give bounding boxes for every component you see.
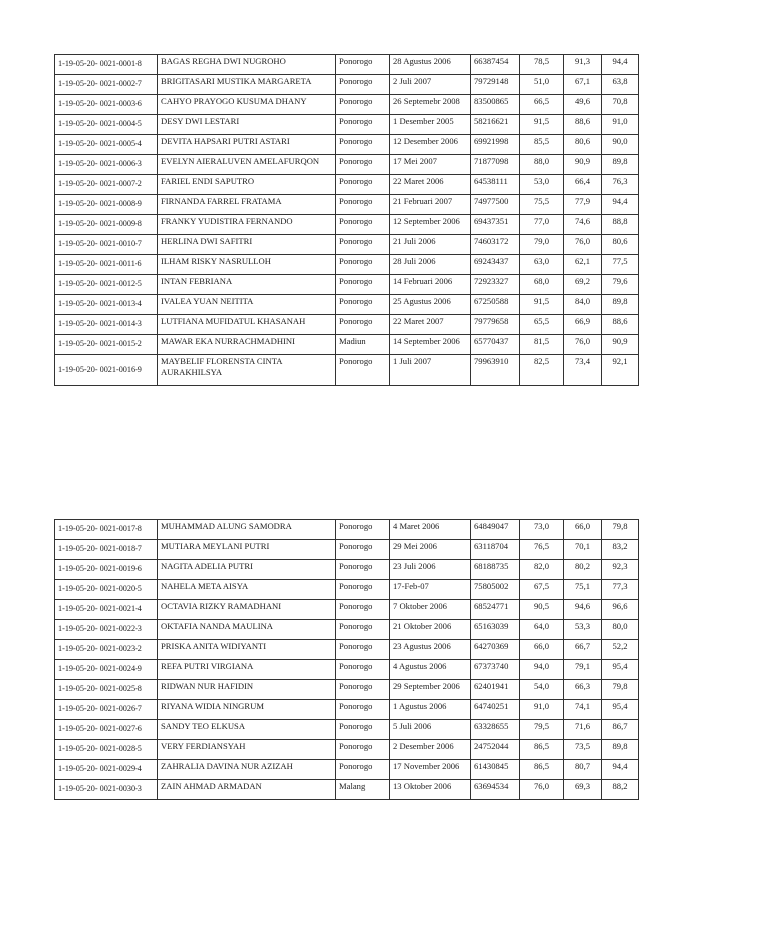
nisn-cell: 79963910 (471, 355, 520, 386)
nisn-cell: 68188735 (471, 560, 520, 580)
participant-id-cell: 1-19-05-20- 0021-0001-8 (55, 55, 158, 75)
table-row (55, 580, 639, 600)
birth-date-cell: 17 Mei 2007 (390, 155, 471, 175)
participant-id-cell: 1-19-05-20- 0021-0009-8 (55, 215, 158, 235)
birth-date-cell: 2 Juli 2007 (390, 75, 471, 95)
score-2-cell: 71,6 (564, 720, 602, 740)
score-2-cell: 66,4 (564, 175, 602, 195)
score-2-cell: 77,9 (564, 195, 602, 215)
nisn-cell: 62401941 (471, 680, 520, 700)
table-row (55, 235, 639, 255)
participant-id-cell: 1-19-05-20- 0021-0019-6 (55, 560, 158, 580)
score-3-cell: 86,7 (602, 720, 639, 740)
participant-id-cell: 1-19-05-20- 0021-0005-4 (55, 135, 158, 155)
birth-place-cell: Ponorogo (336, 55, 390, 75)
birth-date-cell: 13 Oktober 2006 (390, 780, 471, 800)
nisn-cell: 63694534 (471, 780, 520, 800)
birth-place-cell: Ponorogo (336, 600, 390, 620)
student-name-cell: EVELYN AIERALUVEN AMELAFURQON (158, 155, 336, 175)
participant-id-cell: 1-19-05-20- 0021-0020-5 (55, 580, 158, 600)
score-3-cell: 77,3 (602, 580, 639, 600)
table-row (55, 215, 639, 235)
birth-place-cell: Ponorogo (336, 135, 390, 155)
birth-place-cell: Ponorogo (336, 175, 390, 195)
score-2-cell: 74,6 (564, 215, 602, 235)
nisn-cell: 67373740 (471, 660, 520, 680)
score-3-cell: 94,4 (602, 760, 639, 780)
table-row (55, 700, 639, 720)
score-3-cell: 63,8 (602, 75, 639, 95)
birth-date-cell: 2 Desember 2006 (390, 740, 471, 760)
birth-date-cell: 17-Feb-07 (390, 580, 471, 600)
table-row (55, 680, 639, 700)
score-1-cell: 94,0 (520, 660, 564, 680)
score-3-cell: 94,4 (602, 195, 639, 215)
score-3-cell: 91,0 (602, 115, 639, 135)
student-name-cell: NAGITA ADELIA PUTRI (158, 560, 336, 580)
student-name-cell: MAYBELIF FLORENSTA CINTA AURAKHILSYA (158, 355, 336, 386)
participant-id-cell: 1-19-05-20- 0021-0018-7 (55, 540, 158, 560)
birth-place-cell: Ponorogo (336, 540, 390, 560)
score-1-cell: 53,0 (520, 175, 564, 195)
student-name-cell: NAHELA META AISYA (158, 580, 336, 600)
score-2-cell: 76,0 (564, 235, 602, 255)
nisn-cell: 75805002 (471, 580, 520, 600)
score-1-cell: 79,0 (520, 235, 564, 255)
nisn-cell: 65770437 (471, 335, 520, 355)
birth-place-cell: Ponorogo (336, 235, 390, 255)
participant-id-cell: 1-19-05-20- 0021-0008-9 (55, 195, 158, 215)
nisn-cell: 64740251 (471, 700, 520, 720)
table-row (55, 740, 639, 760)
score-2-cell: 91,3 (564, 55, 602, 75)
birth-date-cell: 28 Juli 2006 (390, 255, 471, 275)
birth-date-cell: 1 Desember 2005 (390, 115, 471, 135)
score-2-cell: 67,1 (564, 75, 602, 95)
score-1-cell: 67,5 (520, 580, 564, 600)
participant-id-cell: 1-19-05-20- 0021-0003-6 (55, 95, 158, 115)
score-3-cell: 88,2 (602, 780, 639, 800)
nisn-cell: 69243437 (471, 255, 520, 275)
score-1-cell: 91,5 (520, 115, 564, 135)
participant-id-cell: 1-19-05-20- 0021-0011-6 (55, 255, 158, 275)
table-row (55, 720, 639, 740)
participant-id-cell: 1-19-05-20- 0021-0007-2 (55, 175, 158, 195)
birth-date-cell: 4 Agustus 2006 (390, 660, 471, 680)
birth-place-cell: Ponorogo (336, 660, 390, 680)
participant-id-cell: 1-19-05-20- 0021-0029-4 (55, 760, 158, 780)
score-1-cell: 63,0 (520, 255, 564, 275)
participant-id-cell: 1-19-05-20- 0021-0015-2 (55, 335, 158, 355)
participant-id-cell: 1-19-05-20- 0021-0014-3 (55, 315, 158, 335)
score-2-cell: 88,6 (564, 115, 602, 135)
score-3-cell: 96,6 (602, 600, 639, 620)
table-row (55, 620, 639, 640)
score-1-cell: 81,5 (520, 335, 564, 355)
score-2-cell: 62,1 (564, 255, 602, 275)
score-1-cell: 91,0 (520, 700, 564, 720)
participant-id-cell: 1-19-05-20- 0021-0013-4 (55, 295, 158, 315)
student-name-cell: DEVITA HAPSARI PUTRI ASTARI (158, 135, 336, 155)
score-3-cell: 80,0 (602, 620, 639, 640)
birth-place-cell: Ponorogo (336, 700, 390, 720)
score-3-cell: 95,4 (602, 700, 639, 720)
score-1-cell: 77,0 (520, 215, 564, 235)
score-2-cell: 53,3 (564, 620, 602, 640)
table-row (55, 135, 639, 155)
birth-date-cell: 12 Desember 2006 (390, 135, 471, 155)
student-name-cell: MUHAMMAD ALUNG SAMODRA (158, 520, 336, 540)
score-1-cell: 78,5 (520, 55, 564, 75)
participant-id-cell: 1-19-05-20- 0021-0024-9 (55, 660, 158, 680)
table-row (55, 560, 639, 580)
table-row (55, 520, 639, 540)
score-3-cell: 88,8 (602, 215, 639, 235)
table-row (55, 175, 639, 195)
birth-place-cell: Ponorogo (336, 720, 390, 740)
student-name-cell: FARIEL ENDI SAPUTRO (158, 175, 336, 195)
score-2-cell: 94,6 (564, 600, 602, 620)
participant-id-cell: 1-19-05-20- 0021-0017-8 (55, 520, 158, 540)
student-name-cell: LUTFIANA MUFIDATUL KHASANAH (158, 315, 336, 335)
score-1-cell: 76,5 (520, 540, 564, 560)
score-2-cell: 66,3 (564, 680, 602, 700)
nisn-cell: 79779658 (471, 315, 520, 335)
score-3-cell: 80,6 (602, 235, 639, 255)
score-3-cell: 89,8 (602, 295, 639, 315)
score-1-cell: 65,5 (520, 315, 564, 335)
score-1-cell: 51,0 (520, 75, 564, 95)
participant-id-cell: 1-19-05-20- 0021-0026-7 (55, 700, 158, 720)
table-row (55, 55, 639, 75)
birth-place-cell: Ponorogo (336, 680, 390, 700)
participant-id-cell: 1-19-05-20- 0021-0025-8 (55, 680, 158, 700)
table-row (55, 155, 639, 175)
nisn-cell: 72923327 (471, 275, 520, 295)
nisn-cell: 65163039 (471, 620, 520, 640)
score-2-cell: 73,4 (564, 355, 602, 386)
score-1-cell: 75,5 (520, 195, 564, 215)
table-row (55, 335, 639, 355)
participant-id-cell: 1-19-05-20- 0021-0027-6 (55, 720, 158, 740)
participant-id-cell: 1-19-05-20- 0021-0028-5 (55, 740, 158, 760)
student-name-cell: HERLINA DWI SAFITRI (158, 235, 336, 255)
score-2-cell: 69,3 (564, 780, 602, 800)
score-3-cell: 79,8 (602, 680, 639, 700)
student-name-cell: ILHAM RISKY NASRULLOH (158, 255, 336, 275)
score-1-cell: 86,5 (520, 740, 564, 760)
score-3-cell: 52,2 (602, 640, 639, 660)
nisn-cell: 24752044 (471, 740, 520, 760)
participant-id-cell: 1-19-05-20- 0021-0021-4 (55, 600, 158, 620)
score-2-cell: 70,1 (564, 540, 602, 560)
score-3-cell: 95,4 (602, 660, 639, 680)
nisn-cell: 69921998 (471, 135, 520, 155)
score-2-cell: 90,9 (564, 155, 602, 175)
birth-date-cell: 21 Februari 2007 (390, 195, 471, 215)
birth-date-cell: 26 Septemebr 2008 (390, 95, 471, 115)
table-row (55, 355, 639, 386)
birth-date-cell: 29 Mei 2006 (390, 540, 471, 560)
student-name-cell: SANDY TEO ELKUSA (158, 720, 336, 740)
score-1-cell: 73,0 (520, 520, 564, 540)
student-name-cell: MAWAR EKA NURRACHMADHINI (158, 335, 336, 355)
nisn-cell: 64270369 (471, 640, 520, 660)
birth-date-cell: 22 Maret 2007 (390, 315, 471, 335)
birth-place-cell: Ponorogo (336, 315, 390, 335)
score-1-cell: 88,0 (520, 155, 564, 175)
score-1-cell: 66,0 (520, 640, 564, 660)
nisn-cell: 67250588 (471, 295, 520, 315)
score-3-cell: 90,0 (602, 135, 639, 155)
score-1-cell: 82,5 (520, 355, 564, 386)
birth-place-cell: Ponorogo (336, 75, 390, 95)
nisn-cell: 69437351 (471, 215, 520, 235)
score-2-cell: 66,9 (564, 315, 602, 335)
birth-place-cell: Madiun (336, 335, 390, 355)
nisn-cell: 61430845 (471, 760, 520, 780)
score-1-cell: 85,5 (520, 135, 564, 155)
nisn-cell: 83500865 (471, 95, 520, 115)
nisn-cell: 64849047 (471, 520, 520, 540)
student-table-1 (54, 54, 639, 386)
birth-date-cell: 17 November 2006 (390, 760, 471, 780)
student-name-cell: ZAHRALIA DAVINA NUR AZIZAH (158, 760, 336, 780)
score-1-cell: 82,0 (520, 560, 564, 580)
score-3-cell: 89,8 (602, 740, 639, 760)
birth-date-cell: 5 Juli 2006 (390, 720, 471, 740)
student-name-cell: OKTAFIA NANDA MAULINA (158, 620, 336, 640)
score-2-cell: 84,0 (564, 295, 602, 315)
participant-id-cell: 1-19-05-20- 0021-0023-2 (55, 640, 158, 660)
birth-date-cell: 22 Maret 2006 (390, 175, 471, 195)
score-3-cell: 83,2 (602, 540, 639, 560)
score-1-cell: 91,5 (520, 295, 564, 315)
student-name-cell: PRISKA ANITA WIDIYANTI (158, 640, 336, 660)
table-row (55, 295, 639, 315)
birth-date-cell: 21 Oktober 2006 (390, 620, 471, 640)
score-2-cell: 76,0 (564, 335, 602, 355)
table-row (55, 195, 639, 215)
birth-place-cell: Ponorogo (336, 760, 390, 780)
birth-date-cell: 29 September 2006 (390, 680, 471, 700)
score-1-cell: 66,5 (520, 95, 564, 115)
birth-date-cell: 1 Agustus 2006 (390, 700, 471, 720)
score-1-cell: 64,0 (520, 620, 564, 640)
participant-id-cell: 1-19-05-20- 0021-0012-5 (55, 275, 158, 295)
score-2-cell: 80,6 (564, 135, 602, 155)
birth-date-cell: 25 Agustus 2006 (390, 295, 471, 315)
score-2-cell: 49,6 (564, 95, 602, 115)
score-3-cell: 92,3 (602, 560, 639, 580)
student-name-cell: RIYANA WIDIA NINGRUM (158, 700, 336, 720)
participant-id-cell: 1-19-05-20- 0021-0022-3 (55, 620, 158, 640)
student-table-2 (54, 519, 639, 800)
nisn-cell: 74977500 (471, 195, 520, 215)
student-name-cell: CAHYO PRAYOGO KUSUMA DHANY (158, 95, 336, 115)
participant-id-cell: 1-19-05-20- 0021-0002-7 (55, 75, 158, 95)
score-3-cell: 70,8 (602, 95, 639, 115)
birth-place-cell: Ponorogo (336, 115, 390, 135)
birth-date-cell: 1 Juli 2007 (390, 355, 471, 386)
score-1-cell: 86,5 (520, 760, 564, 780)
birth-place-cell: Ponorogo (336, 195, 390, 215)
table-row (55, 115, 639, 135)
student-name-cell: VERY FERDIANSYAH (158, 740, 336, 760)
table-row (55, 640, 639, 660)
score-2-cell: 66,0 (564, 520, 602, 540)
score-2-cell: 75,1 (564, 580, 602, 600)
table-row (55, 75, 639, 95)
student-name-cell: MUTIARA MEYLANI PUTRI (158, 540, 336, 560)
table-row (55, 315, 639, 335)
student-name-cell: BAGAS REGHA DWI NUGROHO (158, 55, 336, 75)
score-2-cell: 80,2 (564, 560, 602, 580)
table-row (55, 760, 639, 780)
birth-date-cell: 28 Agustus 2006 (390, 55, 471, 75)
birth-place-cell: Ponorogo (336, 215, 390, 235)
nisn-cell: 68524771 (471, 600, 520, 620)
student-name-cell: DESY DWI LESTARI (158, 115, 336, 135)
score-2-cell: 73,5 (564, 740, 602, 760)
birth-date-cell: 14 September 2006 (390, 335, 471, 355)
nisn-cell: 63328655 (471, 720, 520, 740)
table-row (55, 780, 639, 800)
birth-place-cell: Ponorogo (336, 155, 390, 175)
score-1-cell: 68,0 (520, 275, 564, 295)
birth-place-cell: Ponorogo (336, 255, 390, 275)
participant-id-cell: 1-19-05-20- 0021-0016-9 (55, 355, 158, 386)
birth-place-cell: Ponorogo (336, 520, 390, 540)
nisn-cell: 58216621 (471, 115, 520, 135)
birth-place-cell: Ponorogo (336, 740, 390, 760)
score-3-cell: 76,3 (602, 175, 639, 195)
participant-id-cell: 1-19-05-20- 0021-0006-3 (55, 155, 158, 175)
score-3-cell: 94,4 (602, 55, 639, 75)
birth-place-cell: Ponorogo (336, 560, 390, 580)
birth-date-cell: 7 Oktober 2006 (390, 600, 471, 620)
birth-place-cell: Ponorogo (336, 620, 390, 640)
student-name-cell: FIRNANDA FARREL FRATAMA (158, 195, 336, 215)
score-1-cell: 54,0 (520, 680, 564, 700)
score-3-cell: 79,6 (602, 275, 639, 295)
nisn-cell: 74603172 (471, 235, 520, 255)
nisn-cell: 71877098 (471, 155, 520, 175)
table-row (55, 600, 639, 620)
score-2-cell: 66,7 (564, 640, 602, 660)
student-name-cell: RIDWAN NUR HAFIDIN (158, 680, 336, 700)
birth-date-cell: 4 Maret 2006 (390, 520, 471, 540)
birth-date-cell: 12 September 2006 (390, 215, 471, 235)
score-3-cell: 77,5 (602, 255, 639, 275)
birth-date-cell: 23 Juli 2006 (390, 560, 471, 580)
student-name-cell: OCTAVIA RIZKY RAMADHANI (158, 600, 336, 620)
participant-id-cell: 1-19-05-20- 0021-0010-7 (55, 235, 158, 255)
birth-date-cell: 21 Juli 2006 (390, 235, 471, 255)
score-2-cell: 69,2 (564, 275, 602, 295)
nisn-cell: 63118704 (471, 540, 520, 560)
table-row (55, 275, 639, 295)
birth-date-cell: 14 Februari 2006 (390, 275, 471, 295)
score-3-cell: 89,8 (602, 155, 639, 175)
score-1-cell: 90,5 (520, 600, 564, 620)
table-row (55, 540, 639, 560)
birth-place-cell: Ponorogo (336, 355, 390, 386)
table-row (55, 255, 639, 275)
student-name-cell: IVALEA YUAN NEITITA (158, 295, 336, 315)
score-3-cell: 79,8 (602, 520, 639, 540)
birth-place-cell: Ponorogo (336, 640, 390, 660)
birth-place-cell: Ponorogo (336, 95, 390, 115)
score-2-cell: 74,1 (564, 700, 602, 720)
birth-date-cell: 23 Agustus 2006 (390, 640, 471, 660)
table-row (55, 95, 639, 115)
student-name-cell: REFA PUTRI VIRGIANA (158, 660, 336, 680)
student-name-cell: INTAN FEBRIANA (158, 275, 336, 295)
birth-place-cell: Ponorogo (336, 295, 390, 315)
participant-id-cell: 1-19-05-20- 0021-0004-5 (55, 115, 158, 135)
score-2-cell: 79,1 (564, 660, 602, 680)
nisn-cell: 64538111 (471, 175, 520, 195)
score-3-cell: 88,6 (602, 315, 639, 335)
birth-place-cell: Ponorogo (336, 580, 390, 600)
score-1-cell: 76,0 (520, 780, 564, 800)
student-name-cell: BRIGITASARI MUSTIKA MARGARETA (158, 75, 336, 95)
table-row (55, 660, 639, 680)
student-name-cell: FRANKY YUDISTIRA FERNANDO (158, 215, 336, 235)
birth-place-cell: Ponorogo (336, 275, 390, 295)
score-1-cell: 79,5 (520, 720, 564, 740)
birth-place-cell: Malang (336, 780, 390, 800)
participant-id-cell: 1-19-05-20- 0021-0030-3 (55, 780, 158, 800)
student-name-cell: ZAIN AHMAD ARMADAN (158, 780, 336, 800)
score-3-cell: 90,9 (602, 335, 639, 355)
nisn-cell: 66387454 (471, 55, 520, 75)
score-3-cell: 92,1 (602, 355, 639, 386)
nisn-cell: 79729148 (471, 75, 520, 95)
score-2-cell: 80,7 (564, 760, 602, 780)
